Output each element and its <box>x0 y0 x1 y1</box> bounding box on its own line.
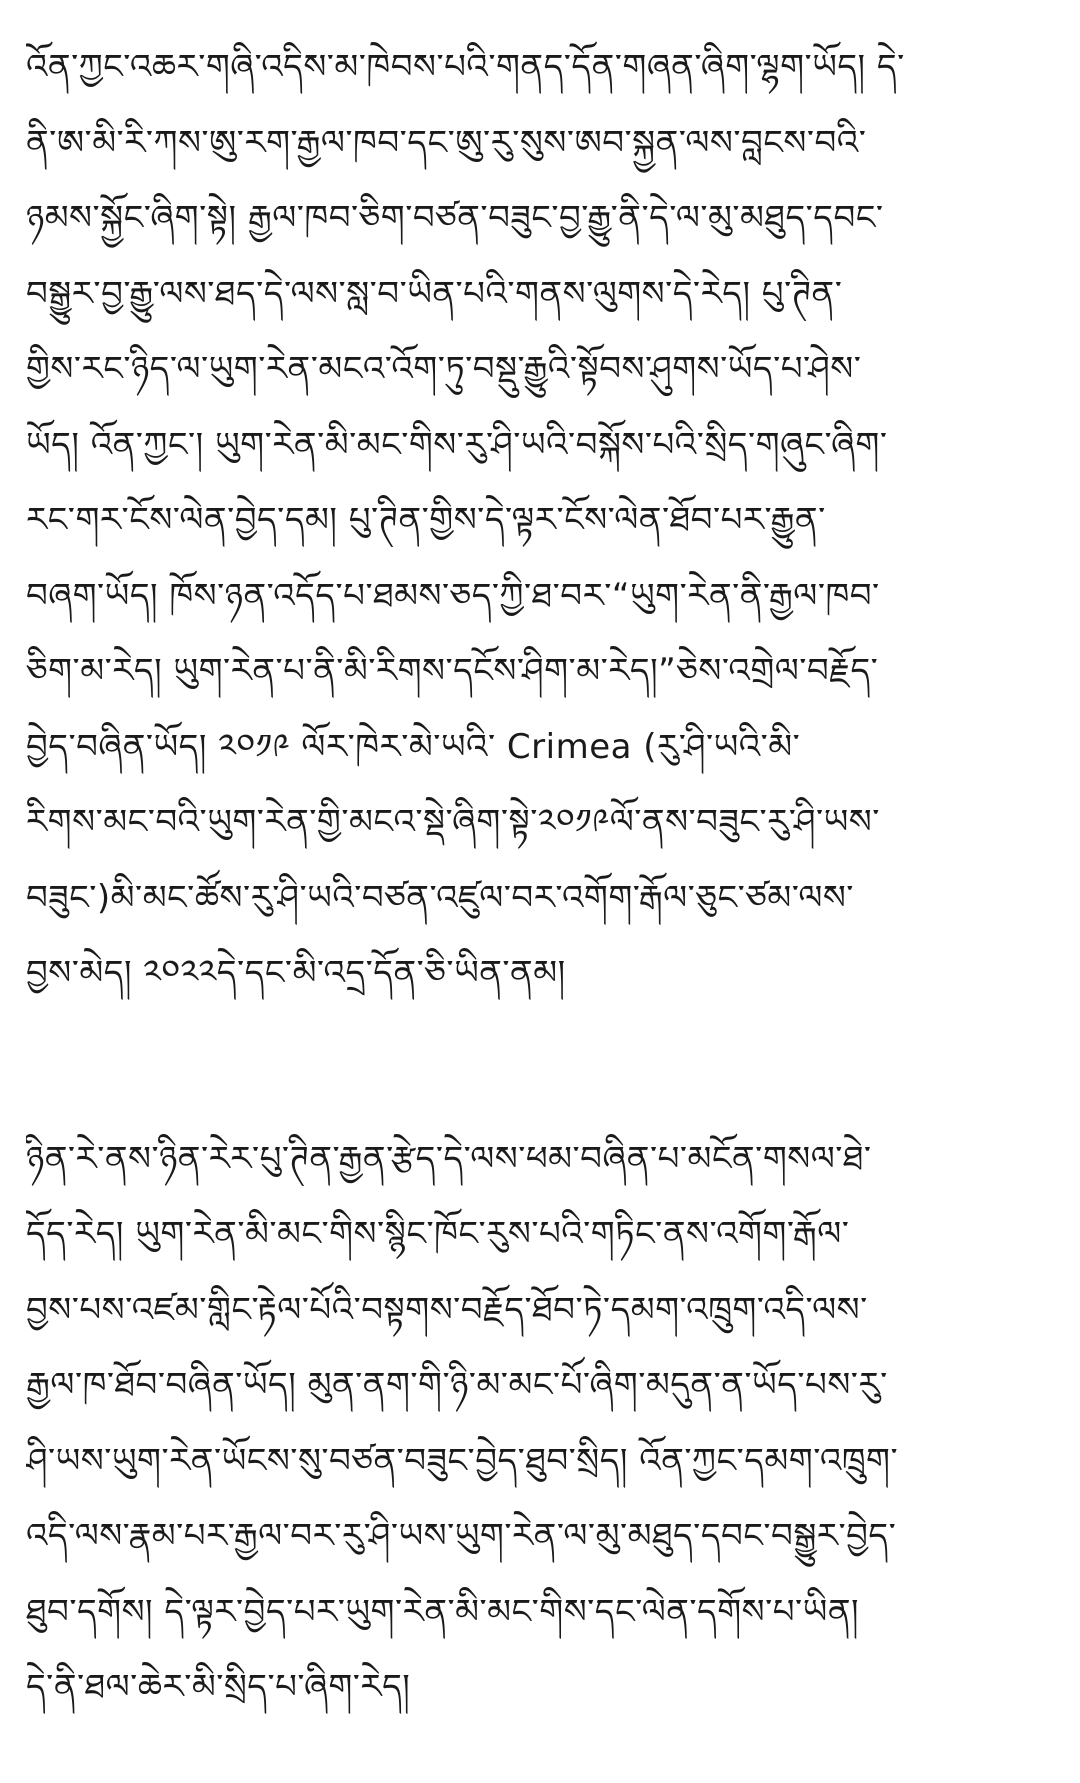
text-line: རིགས་མང་བའི་ཡུག་རེན་གྱི་མངའ་སྡེ་ཞིག་སྟེ་༢༠༡༩ལོ་ནས་བཟུང་རུ་ཤི་ཡས་ <box>26 802 880 842</box>
paragraph-2 <box>26 1122 1054 1726</box>
text-line: ཅིག་མ་རེད། ཡུག་རེན་པ་ནི་མི་རིགས་དངོས་ཤིག་མ་རེད།”ཅེས་འགྲེལ་བརྗོད་ <box>26 651 879 691</box>
text-line: འོན་ཀྱང་འཆར་གཞི་འདིས་མ་ཁེབས་པའི་གནད་དོན་གཞན་ཞིག་ལྷག་ཡོད། དེ་ <box>26 47 905 87</box>
text-line: གྱིས་རང་ཉིད་ལ་ཡུག་རེན་མངའ་འོག་ཏུ་བསྡུ་རྒྱུའི་སྟོབས་ཤུགས་ཡོད་པ་ཤེས་ <box>26 349 862 389</box>
text-line: བསྒྱུར་བྱ་རྒྱུ་ལས་ཐད་དེ་ལས་སླ་བ་ཡིན་པའི་གནས་ལུགས་དེ་རེད། པུ་ཊིན་ <box>26 273 843 314</box>
text-line: ཤི་ཡས་ཡུག་རེན་ཡོངས་སུ་བཙན་བཟུང་བྱེད་ཐུབ་སྲིད། འོན་ཀྱང་དམག་འཁྲུག་ <box>26 1440 899 1481</box>
text-line: བྱས་མེད། ༢༠༢༢དེ་དང་མི་འདྲ་དོན་ཅི་ཡིན་ནམ། <box>26 953 566 993</box>
paragraph-spacer <box>26 1012 1054 1122</box>
text-line: ཉམས་སྐྱོང་ཞིག་སྟེ། རྒྱལ་ཁབ་ཅིག་བཙན་བཟུང་བྱ་རྒྱུ་ནི་དེ་ལ་མུ་མཐུད་དབང་ <box>26 198 884 238</box>
text-line: ཡོད། འོན་ཀྱང་། ཡུག་རེན་མི་མང་གིས་རུ་ཤི་ཡའི་བསྐོས་པའི་སྲིད་གཞུང་ཞིག་ <box>26 424 888 465</box>
text-line: བཟུང་)མི་མང་ཚོས་རུ་ཤི་ཡའི་བཙན་འཛུལ་བར་འགོག་རྒོལ་ཅུང་ཙམ་ལས་ <box>26 877 854 918</box>
paragraph-1 <box>26 30 1054 1012</box>
text-line: བཞག་ཡོད། ཁོས་ཉན་འདོད་པ་ཐམས་ཅད་ཀྱི་ཐ་བར་“ཡུག་རེན་ནི་རྒྱལ་ཁབ་ <box>26 575 880 616</box>
text-line: དེ་ནི་ཐལ་ཆེར་མི་སྲིད་པ་ཞིག་རེད། <box>26 1667 411 1707</box>
text-line: བྱེད་བཞིན་ཡོད། ༢༠༡༩ ལོར་ཁེར་མེ་ཡའི་ Crimea (རུ་ཤི་ཡའི་མི་ <box>26 726 801 767</box>
text-line: ཐུབ་དགོས། དེ་ལྟར་བྱེད་པར་ཡུག་རེན་མི་མང་གིས་དང་ལེན་དགོས་པ་ཡིན། <box>26 1591 860 1632</box>
text-line: ནི་ཨ་མི་རི་ཀས་ཨུ་རག་རྒྱལ་ཁབ་དང་ཨུ་རུ་སུས་ཨབ་སྐྱན་ལས་བླངས་བའི་ <box>26 122 867 163</box>
text-line: དོད་རེད། ཡུག་རེན་མི་མང་གིས་སྙིང་ཁོང་རུས་པའི་གཏིང་ནས་འགོག་རྒོལ་ <box>26 1214 850 1254</box>
text-line: རང་གར་ངོས་ལེན་བྱེད་དམ། པུ་ཊིན་གྱིས་དེ་ལྟར་ངོས་ལེན་ཐོབ་པར་རྒྱུན་ <box>26 500 826 540</box>
text-line: འདི་ལས་རྣམ་པར་རྒྱལ་བར་རུ་ཤི་ཡས་ཡུག་རེན་ལ་མུ་མཐུད་དབང་བསྒྱུར་བྱེད་ <box>26 1516 897 1556</box>
text-line: བྱས་པས་འཛམ་གླིང་རྟེལ་པོའི་བསྟགས་བརྗོད་ཐོབ་ཏེ་དམག་འཁྲུག་འདི་ལས་ <box>26 1289 868 1330</box>
text-line: རྒྱལ་ཁ་ཐོབ་བཞིན་ཡོད། མུན་ནག་གི་ཉི་མ་མང་པོ་ཞིག་མདུན་ན་ཡོད་པས་རུ་ <box>26 1365 888 1405</box>
text-line: ཉིན་རེ་ནས་ཉིན་རེར་པུ་ཊིན་རྒྱན་རྩེད་དེ་ལས་ཕམ་བཞིན་པ་མངོན་གསལ་ཐེ་ <box>26 1138 872 1179</box>
